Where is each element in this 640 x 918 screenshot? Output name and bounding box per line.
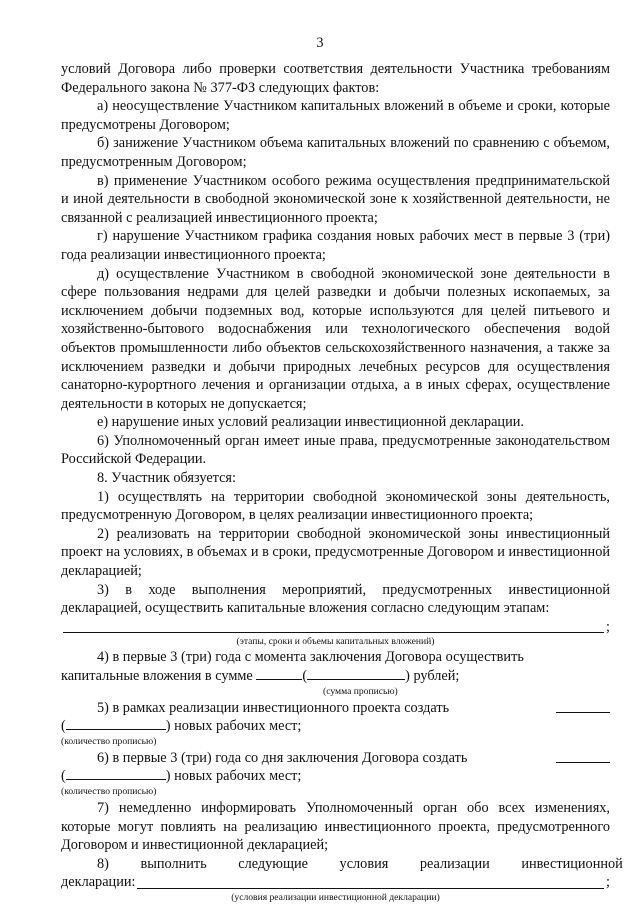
clause-6: 6) Уполномоченный орган имеет иные права, предусмотренные законодательством Российской Федерации. bbox=[61, 432, 610, 468]
section-8-heading: 8. Участник обязуется: bbox=[97, 470, 236, 487]
obligation-5-line2 bbox=[61, 717, 610, 736]
amount-words-blank[interactable] bbox=[307, 667, 405, 680]
open-paren: ( bbox=[302, 668, 308, 684]
stages-blank-line[interactable] bbox=[63, 618, 604, 633]
obligation-7: 7) немедленно информировать Уполномоченный орган обо всех изменениях, которые могут повлиять на реализацию инвестиционного проекта, предусмотренного Договором и инвестиционной декларацией; bbox=[61, 799, 610, 854]
obligation-4-line1: 4) в первые 3 (три) года с момента заключения Договора осуществить bbox=[97, 649, 524, 666]
stages-end: ; bbox=[606, 618, 610, 635]
obligation-3: 3) в ходе выполнения мероприятий, предусмотренных инвестиционной декларацией, осуществить капитальные вложения согласно следующим этапам: bbox=[61, 581, 610, 617]
conditions-caption: (условия реализации инвестиционной декларации) bbox=[231, 891, 440, 903]
intro-paragraph: условий Договора либо проверки соответствия деятельности Участника требованиям Федерального закона № 377-ФЗ следующих фактов: bbox=[61, 61, 610, 96]
obligation-8-line1 bbox=[61, 855, 623, 874]
item-g: г) нарушение Участником графика создания новых рабочих мест в первые 3 (три) года реализации инвестиционного проекта; bbox=[61, 228, 610, 263]
conditions-blank-line[interactable] bbox=[137, 874, 604, 889]
page-number: 3 bbox=[316, 35, 324, 51]
jobs-words-blank-5[interactable] bbox=[66, 717, 166, 730]
jobs-caption-5: (количество прописью) bbox=[61, 735, 157, 747]
obligation-4-line2 bbox=[61, 667, 610, 686]
declaration-word: декларации: bbox=[61, 874, 136, 891]
obligation-4-text: капитальные вложения в сумме bbox=[61, 668, 253, 684]
item-b: б) занижение Участником объема капитальных вложений по сравнению с объемом, предусмотренным Договором; bbox=[61, 135, 610, 170]
obligation-6-line2 bbox=[61, 767, 610, 786]
jobs-number-blank-5[interactable] bbox=[556, 700, 610, 713]
open-paren-5: ( bbox=[61, 718, 66, 735]
jobs-words-blank-6[interactable] bbox=[66, 767, 166, 780]
open-paren-6: ( bbox=[61, 768, 66, 785]
stages-field[interactable] bbox=[61, 618, 610, 637]
jobs-caption-6: (количество прописью) bbox=[61, 785, 157, 797]
document-body bbox=[61, 60, 623, 903]
amount-number-blank[interactable] bbox=[256, 667, 302, 680]
obligation-1: 1) осуществлять на территории свободной экономической зоны деятельность, предусмотренную Договором, в целях реализации инвестиционного проекта; bbox=[61, 488, 610, 524]
obligation-2: 2) реализовать на территории свободной экономической зоны инвестиционный проект на условиях, в объемах и в сроки, предусмотренные Договором и инвестиционной декларацией; bbox=[61, 525, 610, 580]
obligation-6-text: 6) в первые 3 (три) года со дня заключения Договора создать bbox=[97, 749, 468, 766]
stages-caption: (этапы, сроки и объемы капитальных вложений) bbox=[236, 636, 435, 648]
conditions-field[interactable] bbox=[61, 873, 610, 892]
jobs-number-blank-6[interactable] bbox=[556, 750, 610, 763]
item-e: е) нарушение иных условий реализации инвестиционной декларации. bbox=[97, 414, 524, 431]
rubles-text: ) рублей; bbox=[405, 668, 460, 684]
jobs-text-5: ) новых рабочих мест; bbox=[165, 718, 302, 735]
amount-caption: (сумма прописью) bbox=[323, 685, 398, 697]
item-a: а) неосуществление Участником капитальных вложений в объеме и сроки, которые предусмотрены Договором; bbox=[61, 98, 610, 133]
obligation-8-text: 8) выполнить следующие условия реализации инвестиционной bbox=[97, 855, 623, 872]
obligation-5-line1 bbox=[61, 699, 610, 718]
obligation-6-line1 bbox=[61, 749, 610, 768]
obligation-5-text: 5) в рамках реализации инвестиционного проекта создать bbox=[97, 699, 450, 716]
item-d: д) осуществление Участником в свободной экономической зоне деятельности в сфере пользования недрами для целей разведки и добычи полезных ископаемых, за исключением добычи подземных вод, которые используются для целей питьевого и хозяйственно-бытового водоснабжения или технологического обеспечения водой объектов промышленности либо объектов сельскохозяйственного назначения, а также за исключением разведки и добычи природных лечебных ресурсов для осуществления санаторно-курортного лечения и организации отдыха, а в иных сферах, осуществление деятельности в которых не допускается; bbox=[61, 265, 610, 412]
item-v: в) применение Участником особого режима осуществления предпринимательской и иной деятельности в свободной экономической зоне к хозяйственной деятельности, не связанной с реализацией инвестиционного проекта; bbox=[61, 172, 610, 226]
conditions-end: ; bbox=[606, 874, 610, 891]
jobs-text-6: ) новых рабочих мест; bbox=[165, 768, 302, 785]
